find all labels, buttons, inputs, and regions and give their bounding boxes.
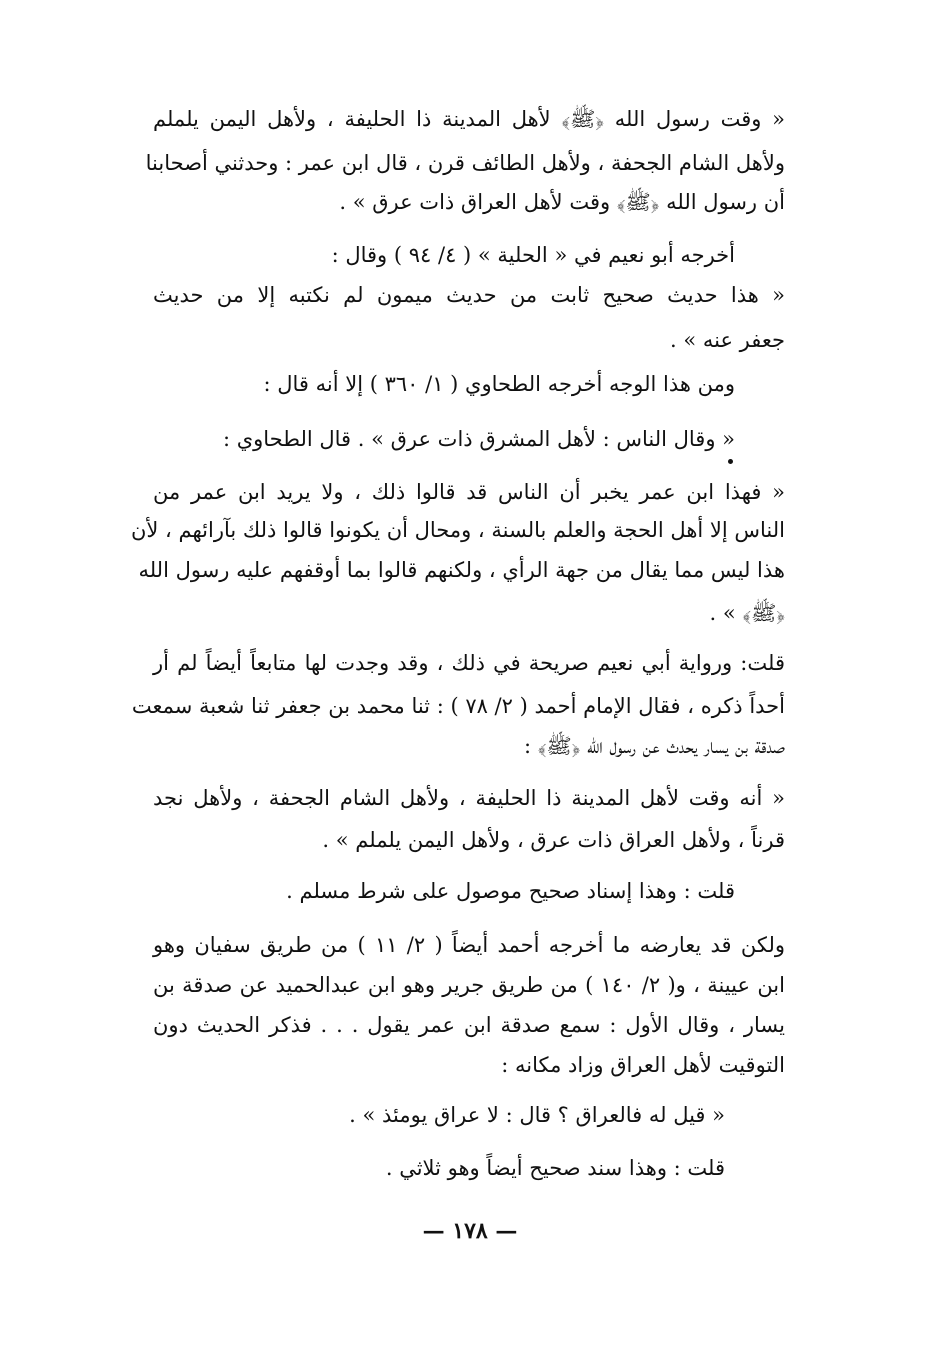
text-line: ولأهل الشام الجحفة ، ولأهل الطائف قرن ، قال ابن عمر : وحدثني أصحابنا	[145, 151, 785, 175]
text-line: أخرجه أبو نعيم في « الحلية » ( ٤/ ٩٤ ) وقال :	[331, 243, 735, 267]
text-line: ولكن قد يعارضه ما أخرجه أحمد أيضاً ( ٢/ ١١ ) من طريق سفيان وهو	[153, 933, 785, 957]
text-line: قلت : وهذا سند صحيح أيضاً وهو ثلاثي .	[385, 1156, 725, 1180]
text-line: « قيل له فالعراق ؟ قال : لا عراق يومئذ » .	[349, 1103, 725, 1127]
text-line: قلت: ورواية أبي نعيم صريحة في ذلك ، وقد وجدت لها متابعاً أيضاً لم أر	[153, 651, 785, 675]
text-line: أحداً ذكره ، فقال الإمام أحمد ( ٢/ ٧٨ ) : ثنا محمد بن جعفر ثنا شعبة سمعت	[131, 694, 785, 718]
text-line: ومن هذا الوجه أخرجه الطحاوي ( ١/ ٣٦٠ ) إلا أنه قال :	[263, 372, 735, 396]
text-line: « هذا حديث صحيح ثابت من حديث ميمون لم نكتبه إلا من حديث	[153, 283, 785, 307]
text-line: ﴿ﷺ﴾ » .	[709, 601, 785, 625]
text-line: « وقت رسول الله ﴿ﷺ﴾ لأهل المدينة ذا الحليفة ، ولأهل اليمن يلملم	[153, 107, 785, 131]
text-line: يسار ، وقال الأول : سمع صدقة ابن عمر يقول . . . فذكر الحديث دون	[153, 1013, 785, 1037]
text-line: « أنه وقت لأهل المدينة ذا الحليفة ، ولأهل الشام الجحفة ، ولأهل نجد	[153, 786, 785, 810]
text-line: « وقال الناس : لأهل المشرق ذات عرق » . قال الطحاوي :	[222, 427, 735, 451]
text-line: التوقيت لأهل العراق وزاد مكانه :	[501, 1053, 785, 1077]
text-line: صدقة بن يسار يحدث عن رسول الله ﴿ﷺ﴾ :	[523, 734, 785, 758]
text-line: « فهذا ابن عمر يخبر أن الناس قد قالوا ذلك ، ولا يريد ابن عمر من	[153, 480, 785, 504]
text-line: جعفر عنه » .	[670, 328, 785, 352]
text-line: قرناً ، ولأهل العراق ذات عرق ، ولأهل اليمن يلملم » .	[322, 828, 785, 852]
text-line: أن رسول الله ﴿ﷺ﴾ وقت لأهل العراق ذات عرق » .	[339, 190, 785, 214]
text-line: قلت : وهذا إسناد صحيح موصول على شرط مسلم .	[286, 879, 735, 903]
text-line: ابن عيينة ، و( ٢/ ١٤٠ ) من طريق جرير وهو ابن عبدالحميد عن صدقة بن	[153, 973, 785, 997]
page-number: — ١٧٨ —	[422, 1218, 518, 1244]
ink-dot	[728, 459, 733, 464]
text-line: الناس إلا أهل الحجة والعلم بالسنة ، ومحال أن يكونوا قالوا ذلك بآرائهم ، لأن	[130, 518, 785, 542]
text-line: هذا ليس مما يقال من جهة الرأي ، ولكنهم قالوا بما أوقفهم عليه رسول الله	[138, 558, 785, 582]
